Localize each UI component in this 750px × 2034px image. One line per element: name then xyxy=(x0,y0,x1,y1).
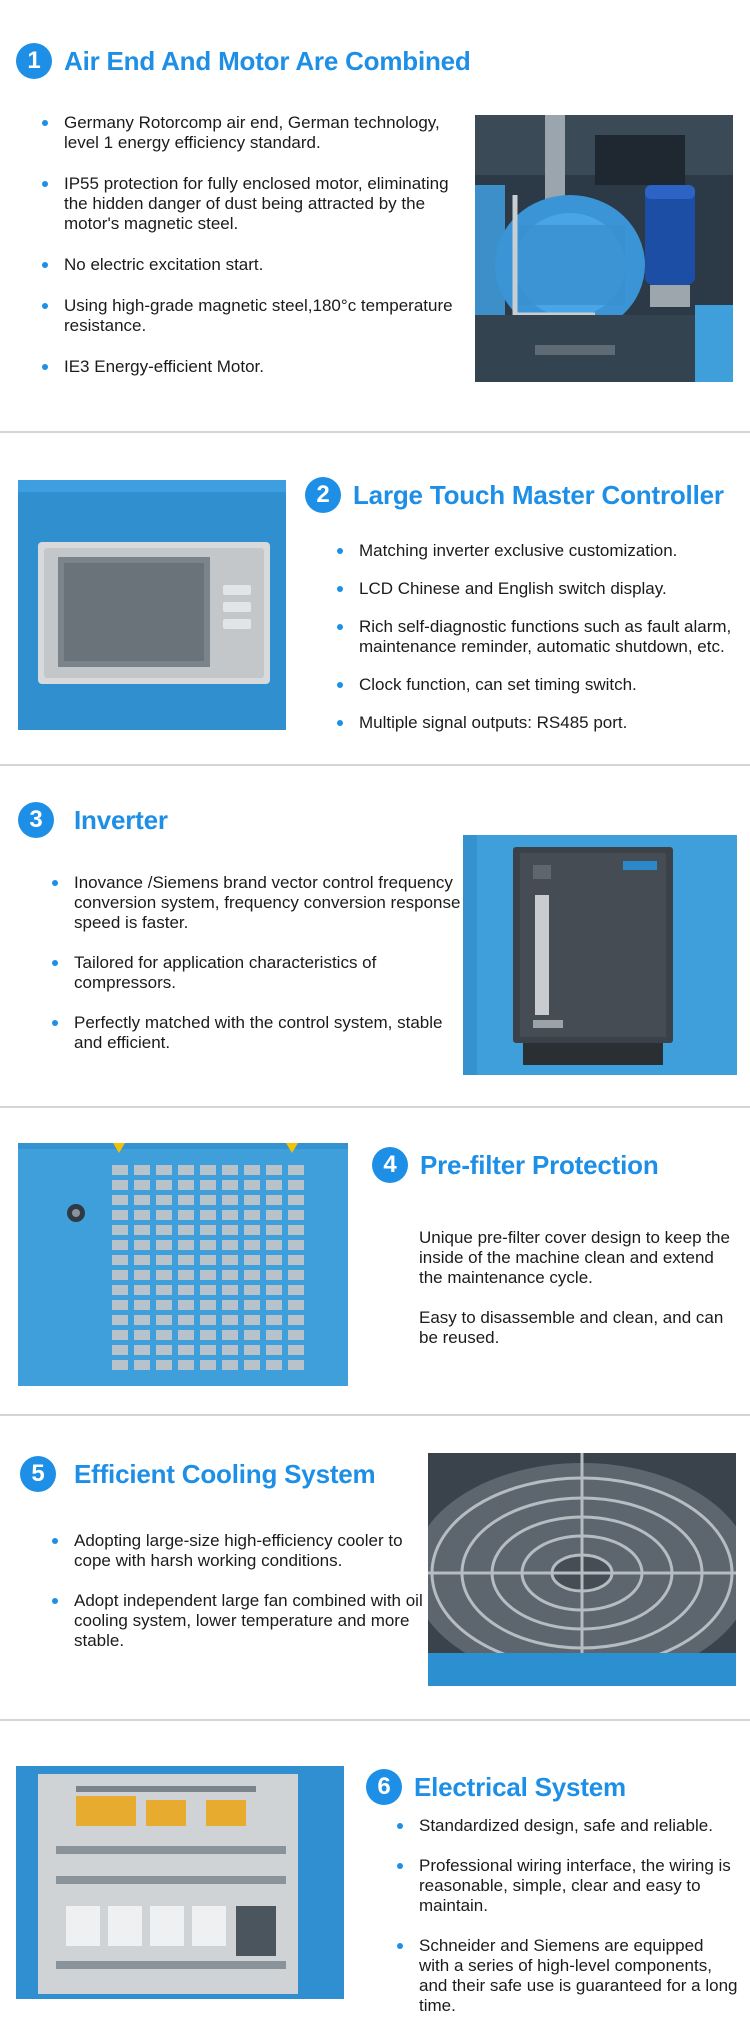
inverter-photo xyxy=(463,835,737,1075)
section-6-heading xyxy=(366,1769,626,1805)
list-item: LCD Chinese and English switch display. xyxy=(333,579,738,599)
section-5-heading xyxy=(20,1456,375,1492)
list-item: Standardized design, safe and reliable. xyxy=(393,1816,738,1836)
section-1-bullet-list xyxy=(38,113,468,377)
list-item: Professional wiring interface, the wiring is reasonable, simple, clear and easy to maintain. xyxy=(393,1856,738,1916)
section-divider xyxy=(0,1106,750,1108)
section-3-bullet-list xyxy=(48,873,468,1053)
section-2-bullet-list xyxy=(333,541,738,733)
section-title: Inverter xyxy=(74,804,168,835)
section-number-badge: 1 xyxy=(16,43,52,79)
list-item: Adopt independent large fan combined with oil cooling system, lower temperature and more stable. xyxy=(48,1591,428,1651)
section-2-heading xyxy=(305,477,724,513)
electrical-cabinet-photo xyxy=(16,1766,344,1999)
list-item: IE3 Energy-efficient Motor. xyxy=(38,357,468,377)
section-3-heading xyxy=(18,802,168,838)
list-item: Multiple signal outputs: RS485 port. xyxy=(333,713,738,733)
section-4-paragraph: Easy to disassemble and clean, and can be reused. xyxy=(419,1308,724,1347)
list-item: Using high-grade magnetic steel,180°c temperature resistance. xyxy=(38,296,468,336)
list-item: Matching inverter exclusive customization. xyxy=(333,541,738,561)
section-number-badge: 6 xyxy=(366,1769,402,1805)
section-title: Efficient Cooling System xyxy=(74,1458,376,1489)
section-number-badge: 3 xyxy=(18,802,54,838)
list-item: Tailored for application characteristics of compressors. xyxy=(48,953,468,993)
section-divider xyxy=(0,764,750,766)
list-item: Rich self-diagnostic functions such as fault alarm, maintenance reminder, automatic shutdown, etc. xyxy=(333,617,738,657)
section-5-bullet-list xyxy=(48,1531,428,1651)
section-number-badge: 4 xyxy=(372,1147,408,1183)
air-end-motor-photo xyxy=(475,115,733,382)
section-title: Pre-filter Protection xyxy=(420,1149,659,1180)
section-divider xyxy=(0,431,750,433)
list-item: Clock function, can set timing switch. xyxy=(333,675,738,695)
section-divider xyxy=(0,1414,750,1416)
section-title: Large Touch Master Controller xyxy=(353,479,724,510)
section-title: Air End And Motor Are Combined xyxy=(64,45,471,76)
list-item: Schneider and Siemens are equipped with a series of high-level components, and their safe use is guaranteed for a long time. xyxy=(393,1936,738,2016)
list-item: Inovance /Siemens brand vector control frequency conversion system, frequency conversion response speed is faster. xyxy=(48,873,468,933)
list-item: Perfectly matched with the control system, stable and efficient. xyxy=(48,1013,468,1053)
section-4-paragraph: Unique pre-filter cover design to keep the inside of the machine clean and extend the maintenance cycle. xyxy=(419,1228,730,1287)
list-item: Germany Rotorcomp air end, German technology, level 1 energy efficiency standard. xyxy=(38,113,468,153)
section-divider xyxy=(0,1719,750,1721)
section-4-heading xyxy=(372,1147,659,1183)
section-number-badge: 5 xyxy=(20,1456,56,1492)
section-1-heading xyxy=(16,43,471,79)
list-item: IP55 protection for fully enclosed motor, eliminating the hidden danger of dust being attracted by the motor's magnetic steel. xyxy=(38,174,468,234)
pre-filter-photo xyxy=(18,1143,348,1386)
list-item: No electric excitation start. xyxy=(38,255,468,275)
section-title: Electrical System xyxy=(414,1771,626,1802)
cooling-fan-photo xyxy=(428,1453,736,1686)
section-6-bullet-list xyxy=(393,1816,738,2016)
touch-controller-photo xyxy=(18,480,286,730)
section-number-badge: 2 xyxy=(305,477,341,513)
list-item: Adopting large-size high-efficiency cooler to cope with harsh working conditions. xyxy=(48,1531,428,1571)
